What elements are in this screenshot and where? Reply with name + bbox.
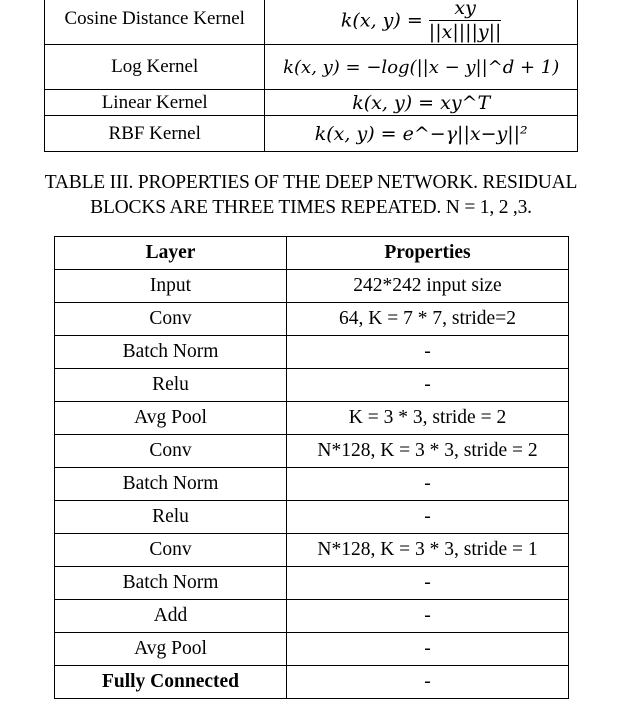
table-row [55,336,569,369]
kernel-formula-cell: k(x, y) = −log(||x − y||^d + 1) [265,45,578,90]
kernel-row-rbf [45,116,578,152]
properties-cell: 64, K = 7 * 7, stride=2 [287,303,569,336]
caption-line-2: BLOCKS ARE THREE TIMES REPEATED. N = 1, 2 ,3. [90,197,532,218]
properties-cell: - [287,567,569,600]
kernel-formula-cell [265,0,578,45]
table-row [55,600,569,633]
kernel-name-cell: Log Kernel [45,45,265,90]
properties-cell: - [287,666,569,699]
layer-cell: Conv [55,435,287,468]
table-row [55,567,569,600]
properties-cell: - [287,369,569,402]
formula-denominator: ||x||||y|| [428,21,502,43]
table-row [55,468,569,501]
table-row [55,270,569,303]
layer-cell: Input [55,270,287,303]
kernel-formula-cell: k(x, y) = xy^T [265,90,578,116]
header-properties: Properties [287,237,569,270]
layer-cell: Batch Norm [55,567,287,600]
table-row [55,435,569,468]
properties-cell: K = 3 * 3, stride = 2 [287,402,569,435]
kernel-name-cell: RBF Kernel [45,116,265,152]
properties-cell: N*128, K = 3 * 3, stride = 1 [287,534,569,567]
properties-cell: 242*242 input size [287,270,569,303]
header-layer: Layer [55,237,287,270]
table-row [55,633,569,666]
properties-cell: N*128, K = 3 * 3, stride = 2 [287,435,569,468]
layer-cell: Avg Pool [55,633,287,666]
kernel-name-cell: Linear Kernel [45,90,265,116]
table-row [55,534,569,567]
table-row [55,666,569,699]
layer-cell: Add [55,600,287,633]
layer-cell: Batch Norm [55,336,287,369]
layer-cell: Fully Connected [55,666,287,699]
table-row [55,501,569,534]
formula-fraction [429,0,502,42]
table-row [55,303,569,336]
kernel-row-log [45,45,578,90]
properties-cell: - [287,468,569,501]
layer-cell: Avg Pool [55,402,287,435]
kernel-row-linear [45,90,578,116]
layer-cell: Conv [55,534,287,567]
formula-numerator: xy [429,0,502,21]
layer-cell: Relu [55,501,287,534]
layer-cell: Batch Norm [55,468,287,501]
kernel-table [44,0,578,152]
table-row [55,369,569,402]
formula-lhs: k(x, y) = [340,9,429,32]
kernel-formula-cell: k(x, y) = e^−γ||x−y||² [265,116,578,152]
network-properties-table [54,236,569,699]
caption-line-1: TABLE III. PROPERTIES OF THE DEEP NETWORK. RESIDUAL [44,172,578,193]
layer-cell: Relu [55,369,287,402]
table-row [55,402,569,435]
properties-cell: - [287,336,569,369]
layer-cell: Conv [55,303,287,336]
table-caption [0,170,622,220]
kernel-row-cosine [45,0,578,45]
table-header-row [55,237,569,270]
properties-cell: - [287,600,569,633]
properties-cell: - [287,633,569,666]
kernel-name-cell: Cosine Distance Kernel [45,0,265,45]
properties-cell: - [287,501,569,534]
